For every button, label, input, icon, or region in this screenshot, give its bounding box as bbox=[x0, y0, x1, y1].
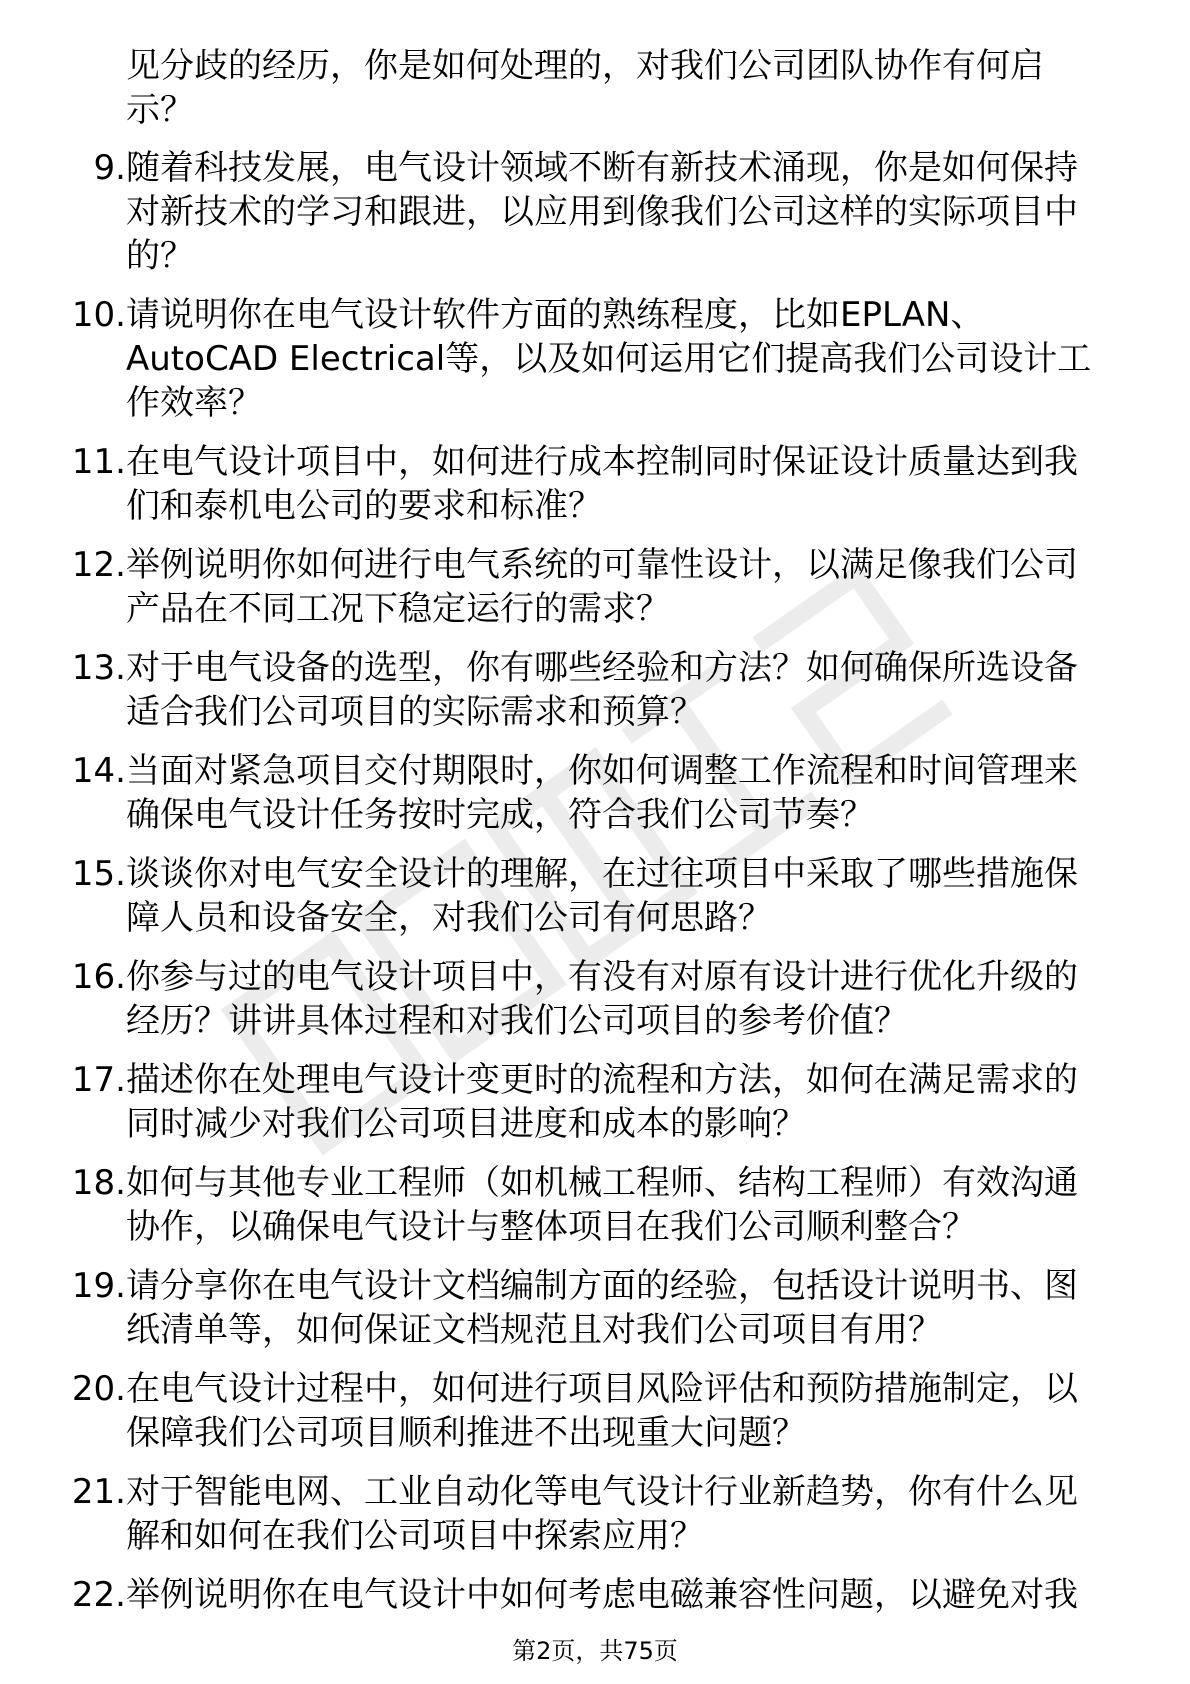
question-text: 请说明你在电气设计软件方面的熟练程度，比如EPLAN、AutoCAD Electrical等，以及如何运用它们提高我们公司设计工作效率？ bbox=[126, 295, 1092, 423]
question-item bbox=[40, 1573, 1120, 1617]
question-text: 当面对紧急项目交付期限时，你如何调整工作流程和时间管理来确保电气设计任务按时完成，符合我们公司节奏？ bbox=[126, 751, 1078, 835]
question-text: 请分享你在电气设计文档编制方面的经验，包括设计说明书、图纸清单等，如何保证文档规范且对我们公司项目有用？ bbox=[126, 1266, 1078, 1350]
question-number: 20. bbox=[71, 1369, 126, 1409]
question-number: 12. bbox=[71, 545, 126, 585]
question-number: 9. bbox=[93, 148, 126, 188]
question-number: 10. bbox=[71, 295, 126, 335]
question-text: 举例说明你如何进行电气系统的可靠性设计，以满足像我们公司产品在不同工况下稳定运行的需求？ bbox=[126, 545, 1078, 629]
question-list bbox=[40, 146, 1120, 1632]
question-text: 举例说明你在电气设计中如何考虑电磁兼容性问题，以避免对我 bbox=[126, 1575, 1078, 1615]
question-number: 21. bbox=[71, 1472, 126, 1512]
question-text: 对于智能电网、工业自动化等电气设计行业新趋势，你有什么见解和如何在我们公司项目中探索应用？ bbox=[126, 1472, 1078, 1556]
question-number: 11. bbox=[71, 442, 126, 482]
question-number: 18. bbox=[71, 1163, 126, 1203]
question-number: 14. bbox=[71, 751, 126, 791]
question-item bbox=[40, 955, 1120, 1043]
question-item bbox=[40, 146, 1120, 278]
question-number: 15. bbox=[71, 854, 126, 894]
question-text: 你参与过的电气设计项目中，有没有对原有设计进行优化升级的经历？讲讲具体过程和对我们公司项目的参考价值？ bbox=[126, 957, 1078, 1041]
question-item bbox=[40, 1161, 1120, 1249]
question-text: 谈谈你对电气安全设计的理解，在过往项目中采取了哪些措施保障人员和设备安全，对我们公司有何思路？ bbox=[126, 854, 1078, 938]
continuation-text: 见分歧的经历，你是如何处理的，对我们公司团队协作有何启示？ bbox=[126, 46, 1044, 130]
question-number: 16. bbox=[71, 957, 126, 997]
question-number: 19. bbox=[71, 1266, 126, 1306]
question-item bbox=[40, 1058, 1120, 1146]
question-text: 在电气设计项目中，如何进行成本控制同时保证设计质量达到我们和泰机电公司的要求和标准？ bbox=[126, 442, 1078, 526]
question-number: 13. bbox=[71, 648, 126, 688]
question-item bbox=[40, 852, 1120, 940]
question-item bbox=[40, 293, 1120, 425]
question-item bbox=[40, 1264, 1120, 1352]
question-item bbox=[40, 646, 1120, 734]
question-item bbox=[40, 440, 1120, 528]
question-text: 随着科技发展，电气设计领域不断有新技术涌现，你是如何保持对新技术的学习和跟进，以应用到像我们公司这样的实际项目中的？ bbox=[126, 148, 1078, 276]
page-footer: 第2页，共75页 bbox=[512, 1637, 678, 1665]
question-text: 对于电气设备的选型，你有哪些经验和方法？如何确保所选设备适合我们公司项目的实际需求和预算？ bbox=[126, 648, 1078, 732]
question-text: 描述你在处理电气设计变更时的流程和方法，如何在满足需求的同时减少对我们公司项目进度和成本的影响？ bbox=[126, 1060, 1078, 1144]
question-number: 22. bbox=[71, 1575, 126, 1615]
question-number: 17. bbox=[71, 1060, 126, 1100]
question-item bbox=[40, 543, 1120, 631]
question-text: 如何与其他专业工程师（如机械工程师、结构工程师）有效沟通协作，以确保电气设计与整体项目在我们公司顺利整合？ bbox=[126, 1163, 1078, 1247]
question-item bbox=[40, 1470, 1120, 1558]
question-item bbox=[40, 749, 1120, 837]
question-item bbox=[40, 1367, 1120, 1455]
question-text: 在电气设计过程中，如何进行项目风险评估和预防措施制定，以保障我们公司项目顺利推进不出现重大问题？ bbox=[126, 1369, 1078, 1453]
